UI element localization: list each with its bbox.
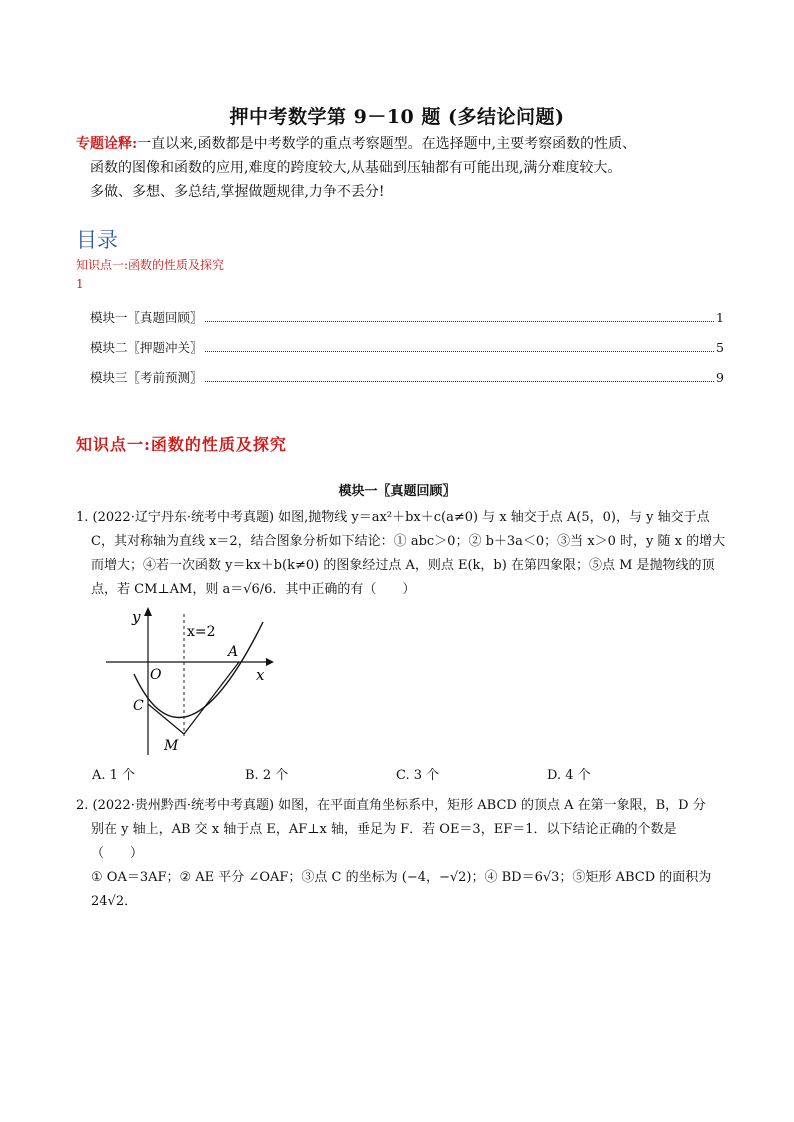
y-axis-arrow xyxy=(144,607,152,616)
question-2-line-2: 别在 y 轴上，AB 交 x 轴于点 E，AF⊥x 轴，垂足为 F．若 OE＝3，EF＝1．以下结论正确的个数是 xyxy=(91,822,677,837)
toc-entry-module-3[interactable] xyxy=(90,368,724,386)
page-title: 押中考数学第 9－10 题 (多结论问题) xyxy=(229,106,565,128)
toc-link-page[interactable]: 1 xyxy=(76,277,84,291)
segment-cm xyxy=(148,704,184,734)
option-d[interactable]: D. 4 个 xyxy=(547,768,591,783)
toc-entry-label: 模块三〖考前预测〗 xyxy=(90,370,203,385)
question-2-line-5: 24√2． xyxy=(91,894,138,909)
parabola-graph xyxy=(100,600,280,758)
section-title: 知识点一:函数的性质及探究 xyxy=(76,435,287,454)
symmetry-line-label: x=2 xyxy=(187,624,216,640)
option-b[interactable]: B. 2 个 xyxy=(245,768,289,783)
question-1-line-2: C，其对称轴为直线 x＝2，结合图象分析如下结论：① abc＞0；② b＋3a＜0；③当 x＞0 时，y 随 x 的增大 xyxy=(91,534,726,549)
toc-entry-label: 模块二〖押题冲关〗 xyxy=(90,340,203,355)
question-2-line-4: ① OA＝3AF；② AE 平分 ∠OAF；③点 C 的坐标为 (−4，−√2)；④ BD＝6√3；⑤矩形 ABCD 的面积为 xyxy=(91,870,712,885)
toc-leader-dots xyxy=(205,351,715,352)
point-c-label: C xyxy=(133,698,144,714)
segment-ma xyxy=(184,662,239,734)
toc-heading: 目录 xyxy=(76,228,118,252)
toc-entry-page: 1 xyxy=(716,310,724,325)
intro-label: 专题诠释: xyxy=(76,136,138,152)
question-1 xyxy=(76,506,736,602)
origin-label: O xyxy=(150,667,162,683)
intro-paragraph xyxy=(76,132,736,204)
toc-entry-module-2[interactable] xyxy=(90,338,724,356)
option-a[interactable]: A. 1 个 xyxy=(92,768,136,783)
y-axis-label: y xyxy=(132,608,141,626)
toc-entry-module-1[interactable] xyxy=(90,308,724,326)
option-c[interactable]: C. 3 个 xyxy=(396,768,440,783)
question-1-line-1: 1. (2022·辽宁丹东·统考中考真题) 如图,抛物线 y＝ax²＋bx＋c(a≠0) 与 x 轴交于点 A(5，0)，与 y 轴交于点 xyxy=(76,510,710,525)
toc-entry-page: 9 xyxy=(716,370,724,385)
question-1-line-4: 点，若 CM⊥AM，则 a＝√6/6．其中正确的有（ ） xyxy=(91,582,416,597)
intro-line-1: 一直以来,函数都是中考数学的重点考察题型。在选择题中,主要考察函数的性质、 xyxy=(137,136,637,152)
question-2 xyxy=(76,794,736,914)
question-2-line-3: （ ） xyxy=(91,846,144,861)
intro-line-3: 多做、多想、多总结,掌握做题规律,力争不丢分! xyxy=(90,184,385,200)
intro-line-2: 函数的图像和函数的应用,难度的跨度较大,从基础到压轴都有可能出现,满分难度较大。 xyxy=(90,160,622,176)
module-title: 模块一〖真题回顾〗 xyxy=(338,484,456,499)
toc-entry-page: 5 xyxy=(716,340,724,355)
question-2-line-1: 2. (2022·贵州黔西·统考中考真题) 如图，在平面直角坐标系中，矩形 ABCD 的顶点 A 在第一象限，B，D 分 xyxy=(76,798,706,813)
toc-link-knowledge-point-1[interactable]: 知识点一:函数的性质及探究 xyxy=(76,258,225,272)
x-axis-label: x xyxy=(256,666,265,684)
question-1-line-3: 而增大；④若一次函数 y＝kx＋b(k≠0) 的图象经过点 A，则点 E(k，b) 在第四象限；⑤点 M 是抛物线的顶 xyxy=(91,558,715,573)
toc-leader-dots xyxy=(205,381,715,382)
toc-entry-label: 模块一〖真题回顾〗 xyxy=(90,310,203,325)
x-axis-arrow xyxy=(266,658,274,666)
point-a-label: A xyxy=(228,644,239,660)
point-m-label: M xyxy=(164,738,179,754)
toc-leader-dots xyxy=(205,321,715,322)
